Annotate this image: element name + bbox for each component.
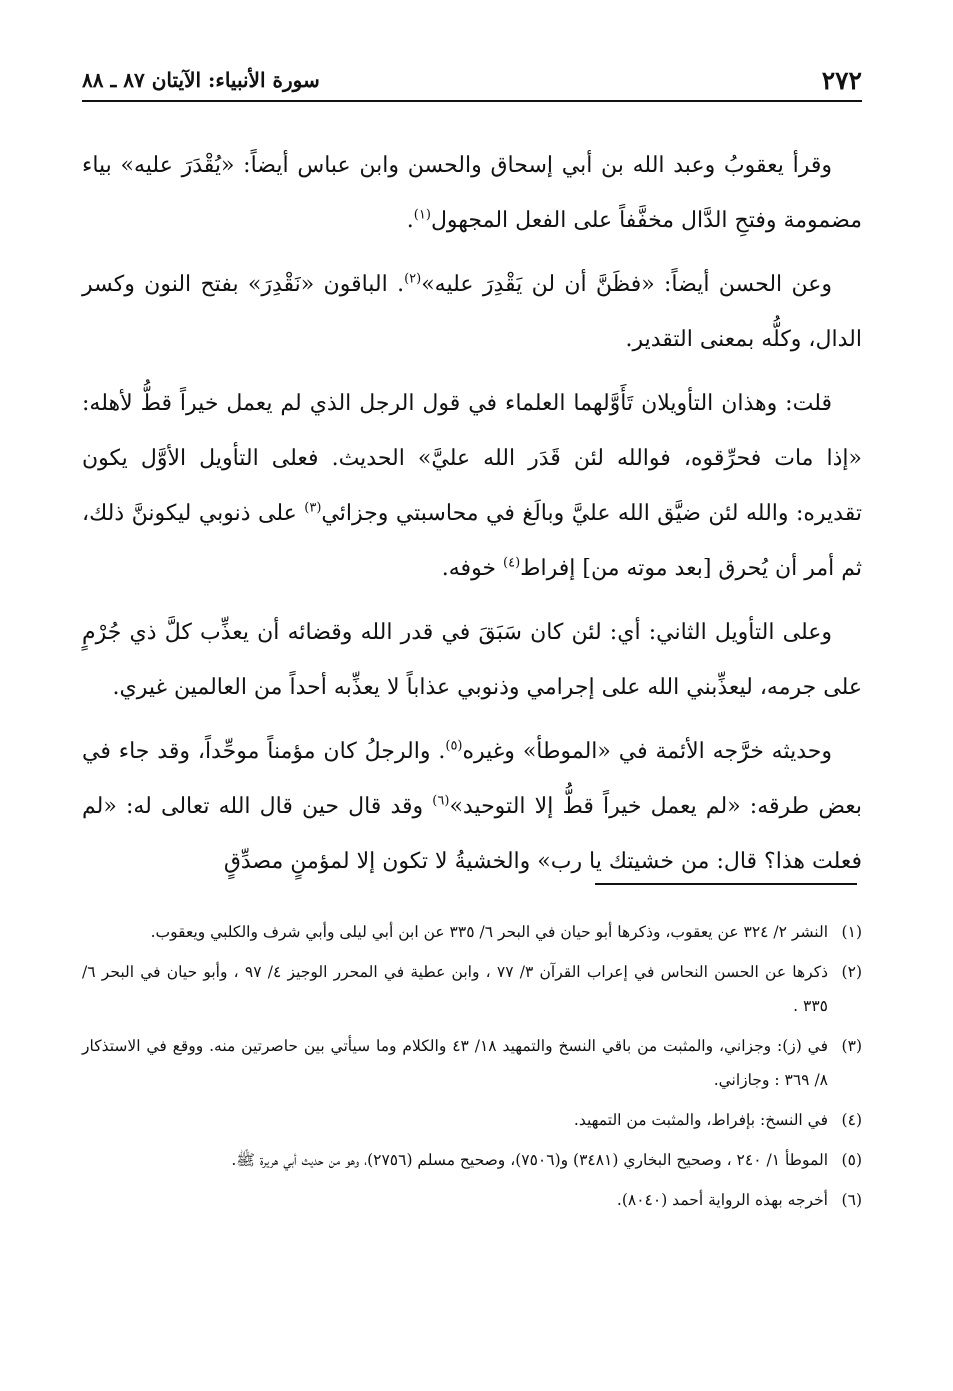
main-text [82,138,862,898]
footnote-ref-4: (٤) [503,555,521,571]
paragraph-2: وعن الحسن أيضاً: «فظَنَّ أن لن يَقْدِرَ عليه»$^{(٢)}$. الباقون «نَقْدِرَ» بفتح النون وكسر الدال، وكلُّه بمعنى التقدير. [82,271,862,352]
paragraph-3: قلت: وهذان التأويلان تَأَوَّلهما العلماء في قول الرجل الذي لم يعمل خيراً قطُّ لأهله: «إذا مات فحرِّقوه، فوالله لئن قَدَر الله عليَّ» الحديث. فعلى التأويل الأوَّل يكون تقديره: والله لئن ضيَّق الله عليَّ وبالَغ في محاسبتي وجزائي$^{(٣)}$ على ذنوبي ليكوننَّ ذلك، ثم أمر أن يُحرق [بعد موته من] إفراط$^{(٤)}$ خوفه. [82,391,862,581]
page-header [82,60,862,102]
footnote [82,1103,862,1137]
footnote-ref-5: (٥) [445,738,463,754]
footnote-ref-1: (١) [413,207,431,223]
footnote-number: (١) [841,923,862,941]
footnote-number: (٥) [841,1151,862,1169]
footnote-ref-3: (٣) [304,500,322,516]
footnote-number: (٦) [841,1191,862,1209]
footnote [82,915,862,949]
running-title: سورة الأنبياء: الآيتان ٨٧ ـ ٨٨ [82,68,320,92]
footnote-number: (٢) [841,963,862,981]
footnote [82,955,862,1023]
footnotes [82,915,862,1223]
paragraph-1: وقرأ يعقوبُ وعبد الله بن أبي إسحاق والحسن وابن عباس أيضاً: «يُقْدَرَ عليه» بياء مضمومة وفتحِ الدَّال مخفَّفاً على الفعل المجهول$^{(١)}$. [82,153,862,233]
footnote-ref-6: (٦) [432,793,450,809]
page-number: ٢٧٢ [821,65,862,95]
footnote-separator [595,883,857,885]
footnote-text: في (ز): وجزاني، والمثبت من باقي النسخ والتمهيد ١٨/ ٤٣ والكلام وما سيأتي بين حاصرتين منه. ووقع في الاستذكار ٨/ ٣٦٩ : وجازاني. [82,1037,829,1089]
paragraph-4: وعلى التأويل الثاني: أي: لئن كان سَبَقَ في قدر الله وقضائه أن يعذِّب كلَّ ذي جُرْمٍ على جرمه، ليعذِّبني الله على إجرامي وذنوبي عذاباً لا يعذِّبه أحداً من العالمين غيري. [82,620,862,700]
footnote-ref-2: (٢) [404,271,422,287]
footnote [82,1183,862,1217]
footnote-text: في النسخ: بإفراط، والمثبت من التمهيد. [573,1111,828,1129]
footnote-text: ذكرها عن الحسن النحاس في إعراب القرآن ٣/ ٧٧ ، وابن عطية في المحرر الوجيز ٤/ ٩٧ ، وأبو حيان في البحر ٦/ ٣٣٥ . [82,963,829,1015]
footnote [82,1029,862,1097]
footnote-number: (٤) [841,1111,862,1129]
footnote [82,1143,862,1177]
paragraph-5: وحديثه خرَّجه الأئمة في «الموطأ» وغيره$^{(٥)}$. والرجلُ كان مؤمناً موحِّداً، وقد جاء في بعض طرقه: «لم يعمل خيراً قطُّ إلا التوحيد»$^{(٦)}$ وقد قال حين قال الله تعالى له: «لم فعلت هذا؟ قال: من خشيتك يا رب» والخشيةُ لا تكون إلا لمؤمنٍ مصدِّقٍ [82,738,863,874]
footnote-number: (٣) [841,1037,862,1055]
footnote-text: أخرجه بهذه الرواية أحمد (٨٠٤٠). [616,1191,828,1209]
footnote-text: النشر ٢/ ٣٢٤ عن يعقوب، وذكرها أبو حيان في البحر ٦/ ٣٣٥ عن ابن أبي ليلى وأبي شرف والكلبي ويعقوب. [150,923,828,941]
footnote-text: الموطأ ١/ ٢٤٠ ، وصحيح البخاري (٣٤٨١) و(٧٥٠٦)، وصحيح مسلم (٢٧٥٦)، وهو من حديث أبي هريرة ﷺ. [231,1151,828,1169]
